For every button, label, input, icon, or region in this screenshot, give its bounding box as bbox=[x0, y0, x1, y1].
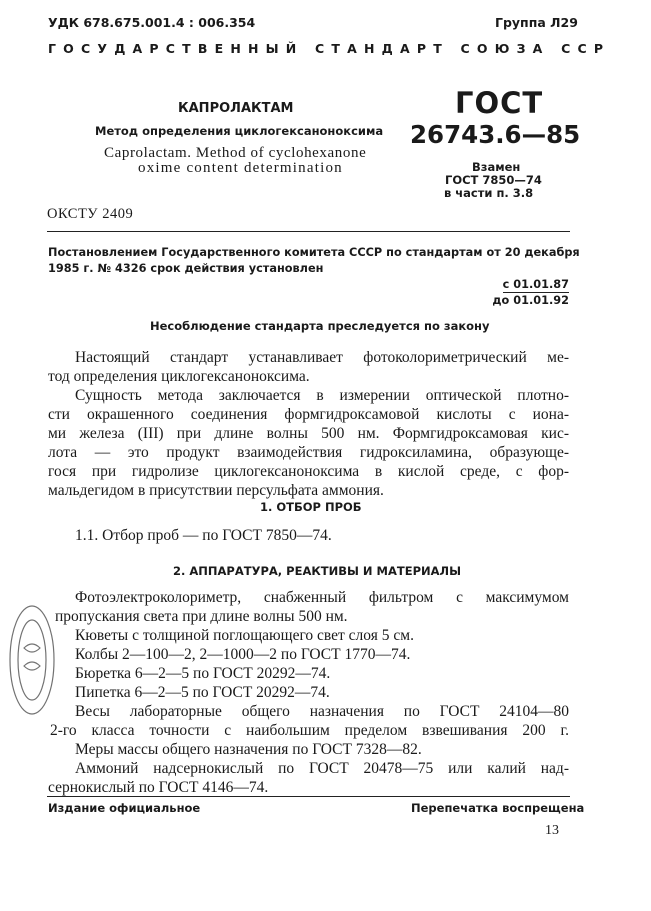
group-code: Группа Л29 bbox=[495, 15, 578, 30]
decree-to-date: до 01.01.92 bbox=[492, 294, 569, 307]
gost-label: ГОСТ bbox=[455, 86, 544, 120]
section2-line4: Колбы 2—100—2, 2—1000—2 по ГОСТ 1770—74. bbox=[75, 646, 411, 663]
subtitle-english-line1: Caprolactam. Method of cyclohexanone bbox=[104, 145, 367, 161]
section2-line1: Фотоэлектроколориметр, снабженный фильтром с максимумом bbox=[75, 589, 569, 606]
standard-banner: ГОСУДАРСТВЕННЫЙ СТАНДАРТ СОЮЗА ССР bbox=[48, 41, 611, 56]
section2-line5: Бюретка 6—2—5 по ГОСТ 20292—74. bbox=[75, 665, 331, 682]
warning-notice: Несоблюдение стандарта преследуется по закону bbox=[150, 319, 490, 333]
intro-p1-line2: тод определения циклогексаноноксима. bbox=[48, 368, 310, 385]
section2-line2: пропускания света при длине волны 500 нм. bbox=[55, 608, 348, 625]
udk-code: УДК 678.675.001.4 : 006.354 bbox=[48, 15, 256, 30]
intro-p2-line2: сти окрашенного соединения формгидроксамовой кислоты с иона- bbox=[48, 406, 569, 423]
section2-line10: Аммоний надсернокислый по ГОСТ 20478—75 или калий над- bbox=[75, 760, 569, 777]
replaces-label: Взамен bbox=[472, 160, 521, 174]
intro-p1-line1: Настоящий стандарт устанавливает фотоколориметрический ме- bbox=[75, 349, 569, 366]
separator-top bbox=[47, 231, 570, 232]
section1-heading: 1. ОТБОР ПРОБ bbox=[260, 500, 362, 514]
subtitle-english-line2: oxime content determination bbox=[138, 160, 343, 176]
section2-line6: Пипетка 6—2—5 по ГОСТ 20292—74. bbox=[75, 684, 330, 701]
intro-p2-line6: мальдегидом в присутствии персульфата аммония. bbox=[48, 482, 384, 499]
separator-bottom bbox=[47, 796, 570, 797]
section1-item: 1.1. Отбор проб — по ГОСТ 7850—74. bbox=[75, 527, 332, 544]
section2-heading: 2. АППАРАТУРА, РЕАКТИВЫ И МАТЕРИАЛЫ bbox=[173, 564, 461, 578]
section2-line3: Кюветы с толщиной поглощающего свет слоя 5 см. bbox=[75, 627, 414, 644]
decree-line1: Постановлением Государственного комитета СССР по стандартам от 20 декабря bbox=[48, 246, 580, 259]
decree-from-date: с 01.01.87 bbox=[502, 278, 569, 291]
section2-line9: Меры массы общего назначения по ГОСТ 7328—82. bbox=[75, 741, 422, 758]
section2-line11: сернокислый по ГОСТ 4146—74. bbox=[48, 779, 269, 796]
section2-line8: 2-го класса точности с наибольшим пределом взвешивания 200 г. bbox=[50, 722, 569, 739]
okstu-code: ОКСТУ 2409 bbox=[47, 206, 134, 222]
replaces-gost: ГОСТ 7850—74 bbox=[445, 173, 542, 187]
document-title: КАПРОЛАКТАМ bbox=[178, 101, 294, 116]
replaces-clause: в части п. 3.8 bbox=[444, 186, 534, 200]
intro-p2-line4: лота — это продукт взаимодействия гидроксиламина, образующе- bbox=[48, 444, 569, 461]
gost-number: 26743.6—85 bbox=[410, 120, 581, 149]
intro-p2-line1: Сущность метода заключается в измерении оптической плотно- bbox=[75, 387, 569, 404]
footer-edition: Издание официальное bbox=[48, 801, 201, 815]
intro-p2-line3: ми железа (III) при длине волны 500 нм. Формгидроксамовая кис- bbox=[48, 425, 569, 442]
decree-line2: 1985 г. № 4326 срок действия установлен bbox=[48, 262, 324, 275]
section2-line7: Весы лабораторные общего назначения по ГОСТ 24104—80 bbox=[75, 703, 569, 720]
library-stamp bbox=[4, 600, 60, 720]
subtitle-russian: Метод определения циклогексаноноксима bbox=[95, 124, 384, 138]
intro-p2-line5: гося при гидролизе циклогексаноноксима в кислой среде, с фор- bbox=[48, 463, 569, 480]
footer-reprint: Перепечатка воспрещена bbox=[411, 801, 585, 815]
page-number: 13 bbox=[545, 823, 559, 838]
